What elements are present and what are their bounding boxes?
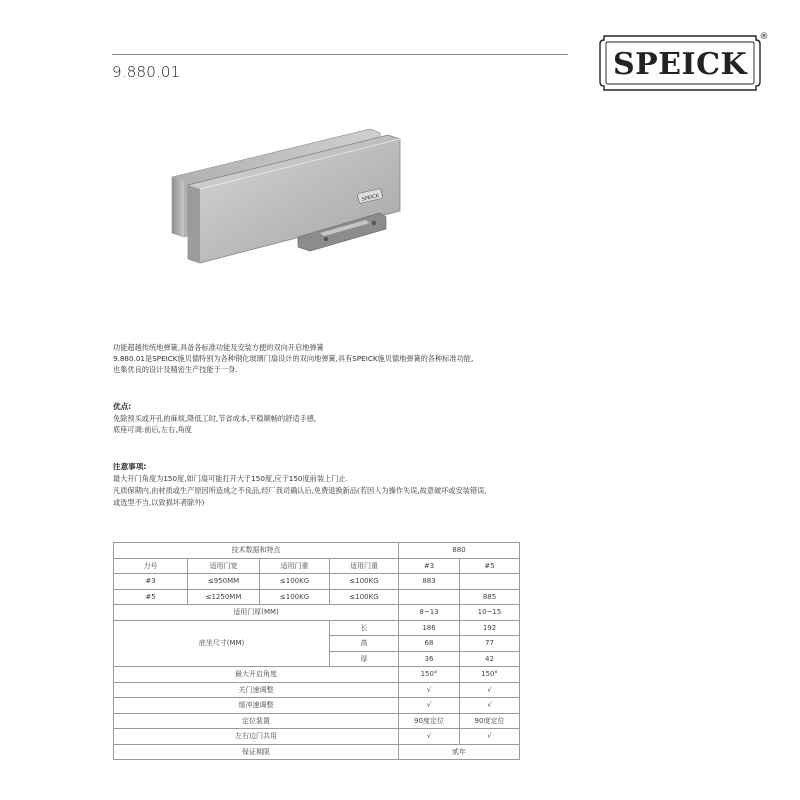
intro-line-1: 功能超越传统地弹簧,具备各标准功能及安装方便的双向开启地弹簧 bbox=[113, 343, 324, 352]
table-row bbox=[114, 574, 520, 590]
product-image bbox=[170, 125, 402, 273]
spec-table bbox=[113, 542, 520, 760]
notes-title: 注意事项: bbox=[113, 462, 147, 471]
table-cell: √ bbox=[460, 729, 520, 745]
table-cell: 42 bbox=[460, 651, 520, 667]
col-header: 适用门重 bbox=[260, 558, 330, 574]
col-header: 力号 bbox=[114, 558, 188, 574]
advantages-line-2: 底座可调:前后,左右,角度 bbox=[113, 425, 192, 434]
table-cell bbox=[399, 589, 460, 605]
intro-line-2: 9.880.01是SPEICK施贝德特别为各种钢化玻璃门扇设计的双向地弹簧,具有SPEICK施贝德地弹簧的各种标准功能, bbox=[113, 354, 474, 363]
feature-label: 关门速调整 bbox=[114, 682, 399, 698]
table-title-row bbox=[114, 543, 520, 559]
table-cell: 8~13 bbox=[399, 605, 460, 621]
table-cell: #3 bbox=[114, 574, 188, 590]
warranty-label: 保证期限 bbox=[114, 744, 399, 760]
table-cell: 150° bbox=[399, 667, 460, 683]
col-header: 适用门重 bbox=[330, 558, 399, 574]
advantages-title: 优点: bbox=[113, 402, 132, 411]
product-logo-label: SPEICK bbox=[361, 193, 380, 203]
table-cell: 883 bbox=[399, 574, 460, 590]
table-cell: √ bbox=[460, 682, 520, 698]
table-row bbox=[114, 744, 520, 760]
table-cell: ≤100KG bbox=[330, 574, 399, 590]
table-cell: #5 bbox=[114, 589, 188, 605]
feature-label: 定位装置 bbox=[114, 713, 399, 729]
table-cell: ≤1250MM bbox=[188, 589, 260, 605]
table-cell bbox=[460, 574, 520, 590]
col-header: #5 bbox=[460, 558, 520, 574]
table-title: 技术数据和特点 bbox=[114, 543, 399, 559]
table-cell: 192 bbox=[460, 620, 520, 636]
table-model: 880 bbox=[399, 543, 520, 559]
table-cell: ≤100KG bbox=[260, 589, 330, 605]
notes-line-3: 或选型不当,以致损坏者除外) bbox=[113, 498, 205, 507]
speick-logo bbox=[598, 30, 768, 96]
logo-text: SPEICK bbox=[612, 47, 748, 82]
table-cell: √ bbox=[399, 729, 460, 745]
notes-line-1: 最大开门角度为150度,如门扇可能打开大于150度,应于150度前装上门止. bbox=[113, 474, 348, 483]
table-cell: 36 bbox=[399, 651, 460, 667]
table-row bbox=[114, 698, 520, 714]
table-cell: ≤100KG bbox=[330, 589, 399, 605]
table-header-row bbox=[114, 558, 520, 574]
table-cell: 90度定位 bbox=[460, 713, 520, 729]
door-thickness-label: 适用门厚(MM) bbox=[114, 605, 399, 621]
table-cell: 90度定位 bbox=[399, 713, 460, 729]
model-number: 9.880.01 bbox=[112, 63, 181, 81]
col-header: #3 bbox=[399, 558, 460, 574]
table-row bbox=[114, 729, 520, 745]
feature-label: 缓冲速调整 bbox=[114, 698, 399, 714]
intro-line-3: 也集优良的设计及精密生产技能于一身. bbox=[113, 365, 238, 374]
table-cell: ≤950MM bbox=[188, 574, 260, 590]
feature-label: 左右边门共用 bbox=[114, 729, 399, 745]
table-cell: 长 bbox=[330, 620, 399, 636]
warranty-value: 贰年 bbox=[399, 744, 520, 760]
registered-mark: ® bbox=[759, 32, 768, 42]
table-cell: 10~15 bbox=[460, 605, 520, 621]
table-cell: √ bbox=[399, 698, 460, 714]
feature-label: 最大开启角度 bbox=[114, 667, 399, 683]
table-cell: 150° bbox=[460, 667, 520, 683]
table-cell: 77 bbox=[460, 636, 520, 652]
table-cell: 高 bbox=[330, 636, 399, 652]
table-cell: 68 bbox=[399, 636, 460, 652]
table-cell: 885 bbox=[460, 589, 520, 605]
table-cell: ≤100KG bbox=[260, 574, 330, 590]
table-row bbox=[114, 589, 520, 605]
notes-line-2: 凡质保期内,由材质或生产原因所造成之不良品,经厂我司确认后,免费退换新品(若因人为操作失误,故意破坏或安装错误, bbox=[113, 486, 487, 495]
table-row bbox=[114, 620, 520, 636]
header-rule bbox=[112, 54, 568, 55]
advantages-line-1: 免除预买或开孔的麻烦,降低工时,节省成本,平稳顺畅的舒适手感, bbox=[113, 414, 317, 423]
table-row bbox=[114, 682, 520, 698]
base-size-label: 底坐尺寸(MM) bbox=[114, 620, 330, 667]
table-cell: √ bbox=[399, 682, 460, 698]
col-header: 适用门宽 bbox=[188, 558, 260, 574]
table-row bbox=[114, 713, 520, 729]
table-row bbox=[114, 605, 520, 621]
table-cell: 厚 bbox=[330, 651, 399, 667]
table-cell: √ bbox=[460, 698, 520, 714]
table-cell: 186 bbox=[399, 620, 460, 636]
table-row bbox=[114, 667, 520, 683]
